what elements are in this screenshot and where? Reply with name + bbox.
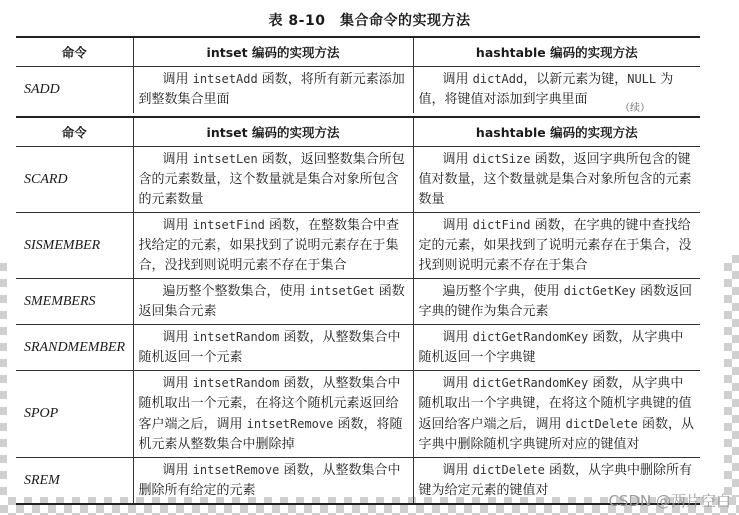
table-row-scard [16,147,700,213]
transparent-background-right [724,255,739,497]
intset-cell: 调用 intsetRandom 函数，从整数集合中随机返回一个元素 [133,325,413,371]
command-cell: SMEMBERS [16,279,133,325]
set-commands-table-part-2 [16,116,700,505]
table-row-srandmember [16,325,700,371]
header-command: 命令 [16,117,133,147]
command-cell: SRANDMEMBER [16,325,133,371]
table-row [16,67,700,114]
csdn-watermark: CSDN @两片空白 [608,492,731,510]
command-cell: SREM [16,458,133,505]
table-title: 表 8-10 集合命令的实现方法 [268,13,471,29]
command-cell: SPOP [16,371,133,458]
set-commands-table-part-1 [16,36,700,113]
hashtable-cell: 调用 dictFind 函数，在字典的键中查找给定的元素，如果找到了说明元素存在于集合，没找到则说明元素不存在于集合 [413,213,700,279]
hashtable-cell: 遍历整个字典，使用 dictGetKey 函数返回字典的键作为集合元素 [413,279,700,325]
header-command: 命令 [16,37,133,67]
header-hashtable: hashtable 编码的实现方法 [413,117,700,147]
table-row-smembers [16,279,700,325]
table-row-sismember [16,213,700,279]
intset-cell: 调用 intsetRemove 函数，从整数集合中删除所有给定的元素 [133,458,413,505]
intset-cell: 调用 intsetFind 函数，在整数集合中查找给定的元素，如果找到了说明元素存在于集合，没找到则说明元素不存在于集合 [133,213,413,279]
hashtable-cell: 调用 dictGetRandomKey 函数，从字典中随机返回一个字典键 [413,325,700,371]
intset-cell: 遍历整个整数集合，使用 intsetGet 函数返回集合元素 [133,279,413,325]
header-intset: intset 编码的实现方法 [133,37,413,67]
command-cell: SISMEMBER [16,213,133,279]
table-row-spop [16,371,700,458]
table-header-row [16,117,700,147]
header-intset: intset 编码的实现方法 [133,117,413,147]
table-row-srem [16,458,700,505]
hashtable-cell: 调用 dictSize 函数，返回字典所包含的键值对数量，这个数量就是集合对象所包含的元素数量 [413,147,700,213]
intset-cell: 调用 intsetLen 函数，返回整数集合所包含的元素数量，这个数量就是集合对象所包含的元素数量 [133,147,413,213]
continued-label: （续） [620,103,650,114]
transparent-background-left [0,255,7,497]
intset-cell: 调用 intsetAdd 函数，将所有新元素添加到整数集合里面 [133,67,413,114]
hashtable-cell: 调用 dictDelete 函数，从字典中删除所有键为给定元素的键值对 [413,458,700,505]
command-cell: SCARD [16,147,133,213]
hashtable-cell: 调用 dictAdd，以新元素为键，NULL 为值，将键值对添加到字典里面 [413,67,700,114]
header-hashtable: hashtable 编码的实现方法 [413,37,700,67]
table-header-row [16,37,700,67]
command-cell: SADD [16,67,133,114]
hashtable-cell: 调用 dictGetRandomKey 函数，从字典中随机取出一个字典键，在将这个随机字典键的值返回给客户端之后，调用 dictDelete 函数，从字典中删除随机字典键所对应的键值对 [413,371,700,458]
intset-cell: 调用 intsetRandom 函数，从整数集合中随机取出一个元素，在将这个随机元素返回给客户端之后，调用 intsetRemove 函数，将随机元素从整数集合中删除掉 [133,371,413,458]
